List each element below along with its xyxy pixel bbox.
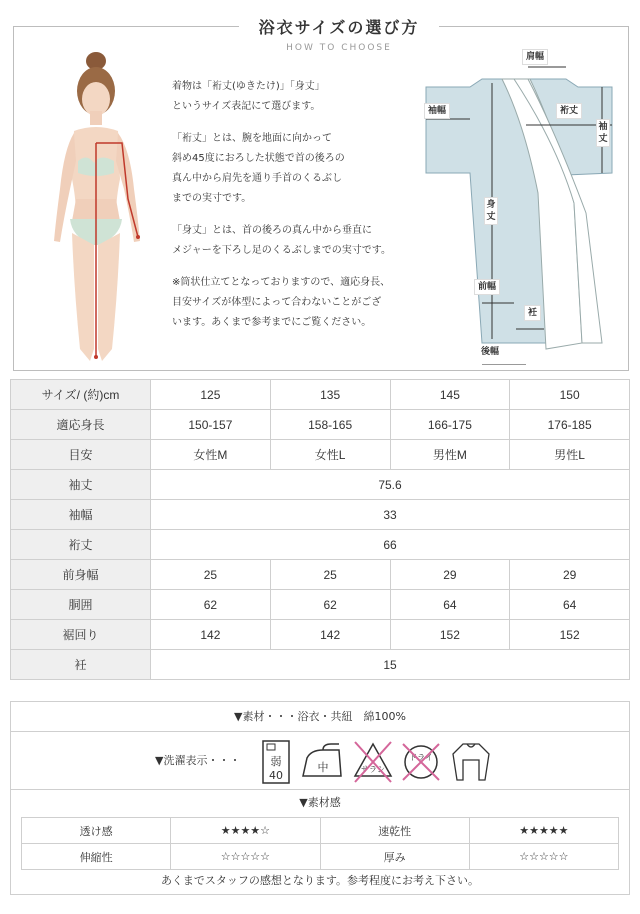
row-label: 衽 [11, 650, 151, 680]
row-label: 適応身長 [11, 410, 151, 440]
table-cell: 152 [390, 620, 510, 650]
table-cell: 150-157 [151, 410, 271, 440]
no-dry-clean-icon [401, 740, 441, 784]
header-cell: サイズ/ (約)cm [11, 380, 151, 410]
label-sodehaba: 袖幅 [424, 103, 450, 119]
label-maehaba: 前幅 [474, 279, 500, 295]
guide-title: 浴衣サイズの選び方 [258, 18, 420, 37]
table-cell: 66 [151, 530, 630, 560]
kimono-diagram [406, 43, 626, 365]
wash-temp-text: 40 [269, 769, 283, 782]
size-guide-panel [13, 18, 629, 371]
no-dry-text: ドライ [409, 753, 433, 762]
material-panel [10, 701, 630, 895]
table-row [11, 620, 630, 650]
header-cell: 135 [270, 380, 390, 410]
size-description [172, 77, 412, 345]
table-row [11, 440, 630, 470]
table-cell: 15 [151, 650, 630, 680]
feel-key: 伸縮性 [22, 844, 171, 870]
table-row [11, 560, 630, 590]
desc-para-3: 「身丈」とは、首の後ろの真ん中から垂直に メジャーを下ろし足のくるぶしまでの実寸です。 [172, 225, 391, 256]
iron-medium-icon [299, 742, 345, 782]
table-cell: 25 [151, 560, 271, 590]
header-cell: 125 [151, 380, 271, 410]
feel-table [21, 817, 619, 870]
table-row [11, 590, 630, 620]
feel-key: 速乾性 [320, 818, 469, 844]
no-bleach-icon [353, 740, 393, 784]
row-label: 前身幅 [11, 560, 151, 590]
table-cell: 75.6 [151, 470, 630, 500]
header-cell: 145 [390, 380, 510, 410]
label-yukitake: 裄丈 [556, 103, 582, 119]
row-label: 袖丈 [11, 470, 151, 500]
table-cell: 166-175 [390, 410, 510, 440]
wash-label: ▼洗濯表示・・・ [155, 754, 241, 767]
no-bleach-text: サラシ [361, 765, 385, 774]
table-row [11, 530, 630, 560]
label-katahaba: 肩幅 [522, 49, 548, 65]
table-cell: 25 [270, 560, 390, 590]
table-cell: 158-165 [270, 410, 390, 440]
table-cell: 29 [510, 560, 630, 590]
material-line: ▼素材・・・浴衣・共紐 綿100% [11, 702, 629, 732]
wash-weak-text: 弱 [270, 755, 282, 768]
feel-key: 透け感 [22, 818, 171, 844]
body-measurement-illustration [44, 49, 154, 379]
size-table [10, 379, 630, 680]
iron-medium-text: 中 [317, 761, 329, 774]
row-label: 裾回り [11, 620, 151, 650]
desc-para-2: 「裄丈」とは、腕を地面に向かって 斜め45度におろした状態で首の後ろの 真ん中から肩先を通り手首のくるぶし までの実寸です。 [172, 133, 345, 204]
table-row [11, 470, 630, 500]
feel-heading: ▼素材感 [299, 796, 341, 809]
row-label: 裄丈 [11, 530, 151, 560]
desc-para-4: ※筒状仕立てとなっておりますので、適応身長、 目安サイズが体型によって合わないことがござ います。あくまで参考までにご覧ください。 [172, 277, 391, 328]
table-row [22, 818, 619, 844]
table-cell: 64 [390, 590, 510, 620]
label-ushirohaba: 後幅 [481, 347, 500, 357]
table-cell: 29 [390, 560, 510, 590]
table-row [22, 844, 619, 870]
staff-note: あくまでスタッフの感想となります。参考程度にお考え下さい。 [160, 874, 480, 887]
row-label: 袖幅 [11, 500, 151, 530]
table-header-row [11, 380, 630, 410]
table-cell: 62 [151, 590, 271, 620]
header-cell: 150 [510, 380, 630, 410]
desc-para-1: 着物は「裄丈(ゆきたけ)」「身丈」 というサイズ表記にて選びます。 [172, 81, 325, 112]
wash-icons [261, 739, 493, 785]
feel-key: 厚み [320, 844, 469, 870]
table-cell: 33 [151, 500, 630, 530]
table-cell: 142 [151, 620, 271, 650]
table-cell: 男性L [510, 440, 630, 470]
table-row [11, 500, 630, 530]
row-label: 胴囲 [11, 590, 151, 620]
hand-wash-40-icon [261, 739, 291, 785]
label-sodetake: 袖丈 [596, 119, 610, 147]
table-cell: 男性M [390, 440, 510, 470]
table-cell: 女性L [270, 440, 390, 470]
table-cell: 142 [270, 620, 390, 650]
feel-rating: ★★★★★ [469, 818, 618, 844]
label-okumi: 衽 [524, 305, 541, 321]
table-cell: 152 [510, 620, 630, 650]
table-row [11, 650, 630, 680]
feel-rating: ☆☆☆☆☆ [171, 844, 320, 870]
guide-subtitle: HOW TO CHOOSE [286, 43, 392, 53]
feel-rating: ☆☆☆☆☆ [469, 844, 618, 870]
label-mitake: 身丈 [484, 197, 498, 225]
feel-rating: ★★★★☆ [171, 818, 320, 844]
no-tumble-dry-icon [449, 740, 493, 784]
table-cell: 62 [270, 590, 390, 620]
table-cell: 女性M [151, 440, 271, 470]
table-cell: 64 [510, 590, 630, 620]
table-cell: 176-185 [510, 410, 630, 440]
wash-row [11, 732, 629, 790]
table-row [11, 410, 630, 440]
row-label: 目安 [11, 440, 151, 470]
